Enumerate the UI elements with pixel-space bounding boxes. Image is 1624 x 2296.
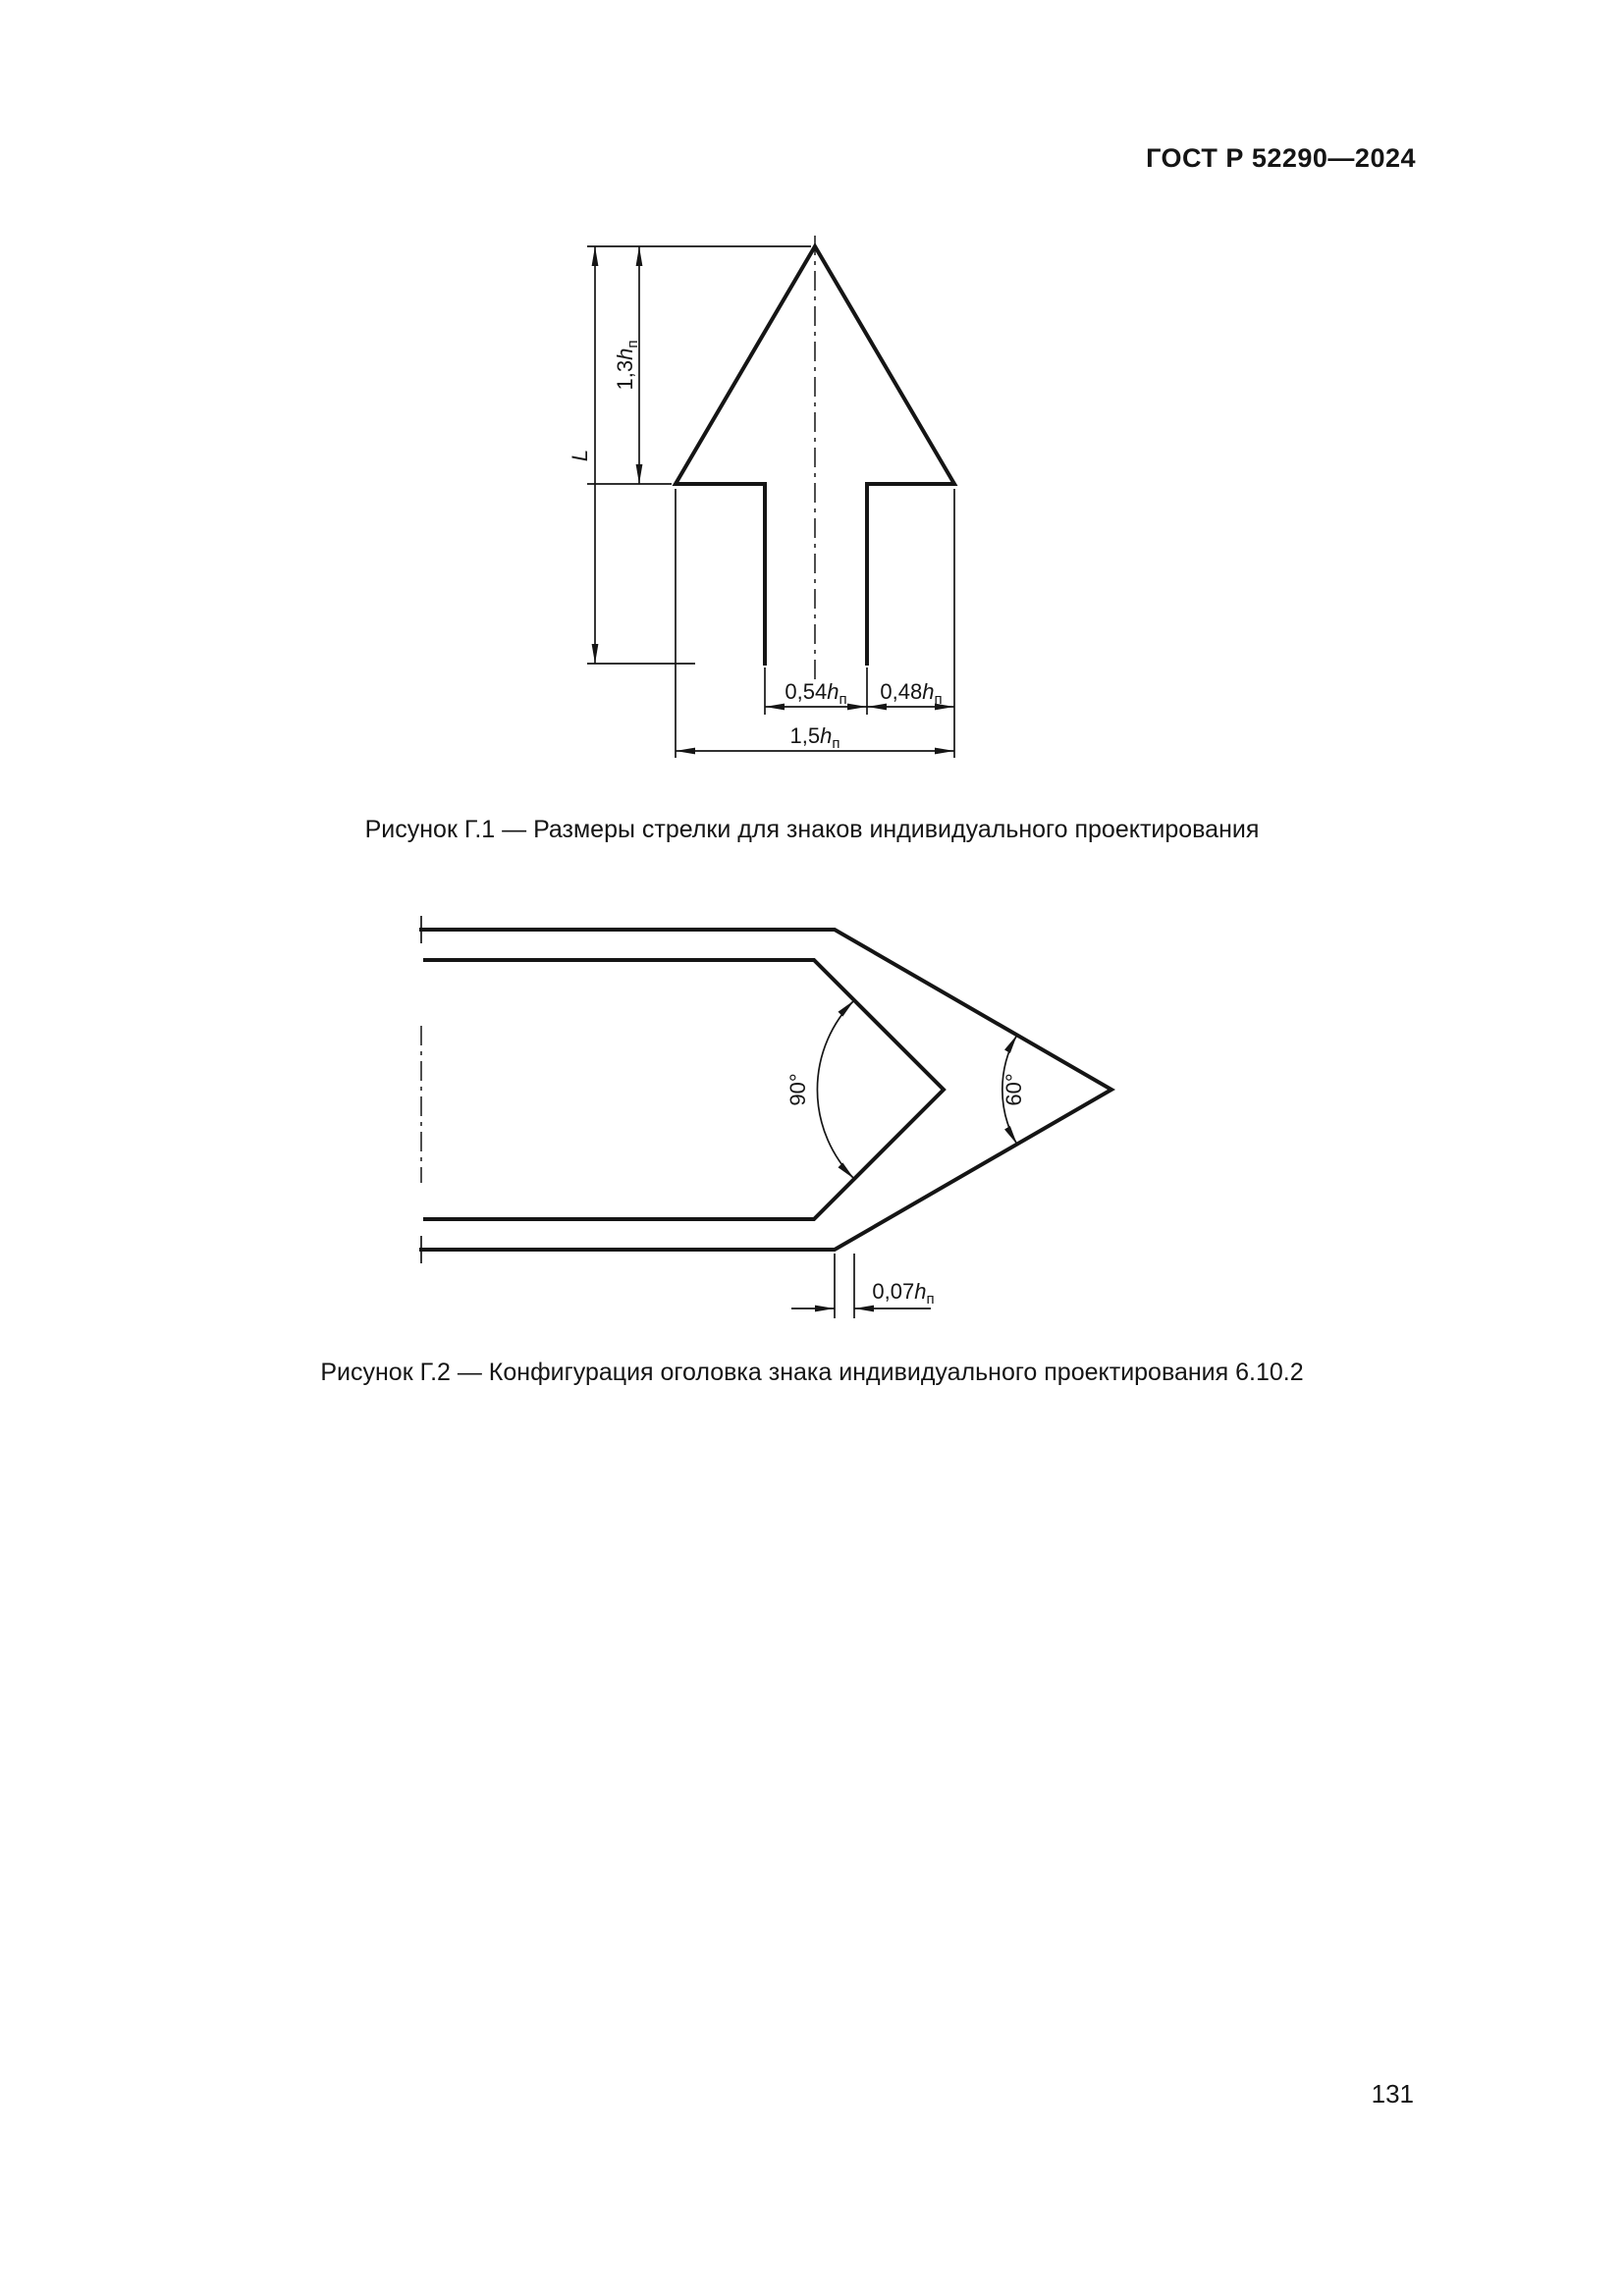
dim-label-head-width: $1,5h_п$ (789, 723, 840, 752)
angle-label-90: 90° (785, 1073, 810, 1106)
figure-2-head-drawing (373, 898, 1149, 1330)
figure-1-arrow-drawing (550, 236, 1011, 785)
dim-label-total-height: L (568, 449, 592, 462)
figure-2-diagram (373, 898, 1149, 1335)
dim-label-shaft-width: $0,54h_п$ (785, 679, 847, 708)
document-header: ГОСТ Р 52290—2024 (1146, 143, 1416, 173)
figure-2-caption: Рисунок Г.2 — Конфигурация оголовка знака индивидуального проектирования 6.10.2 (320, 1359, 1304, 1386)
page-number: 131 (1371, 2079, 1414, 2109)
figure-1-caption: Рисунок Г.1 — Размеры стрелки для знаков индивидуального проектирования (364, 816, 1260, 843)
angle-arc-90 (817, 1000, 854, 1179)
dim-label-contour-offset: $0,07h_п$ (872, 1279, 935, 1308)
dim-label-side-offset: $0,48h_п$ (880, 679, 943, 708)
angle-label-60: 60° (1001, 1073, 1026, 1106)
inner-contour (425, 960, 944, 1219)
dim-label-head-height: $1,3h_п$ (613, 340, 641, 391)
figure-1-diagram (550, 236, 1011, 790)
